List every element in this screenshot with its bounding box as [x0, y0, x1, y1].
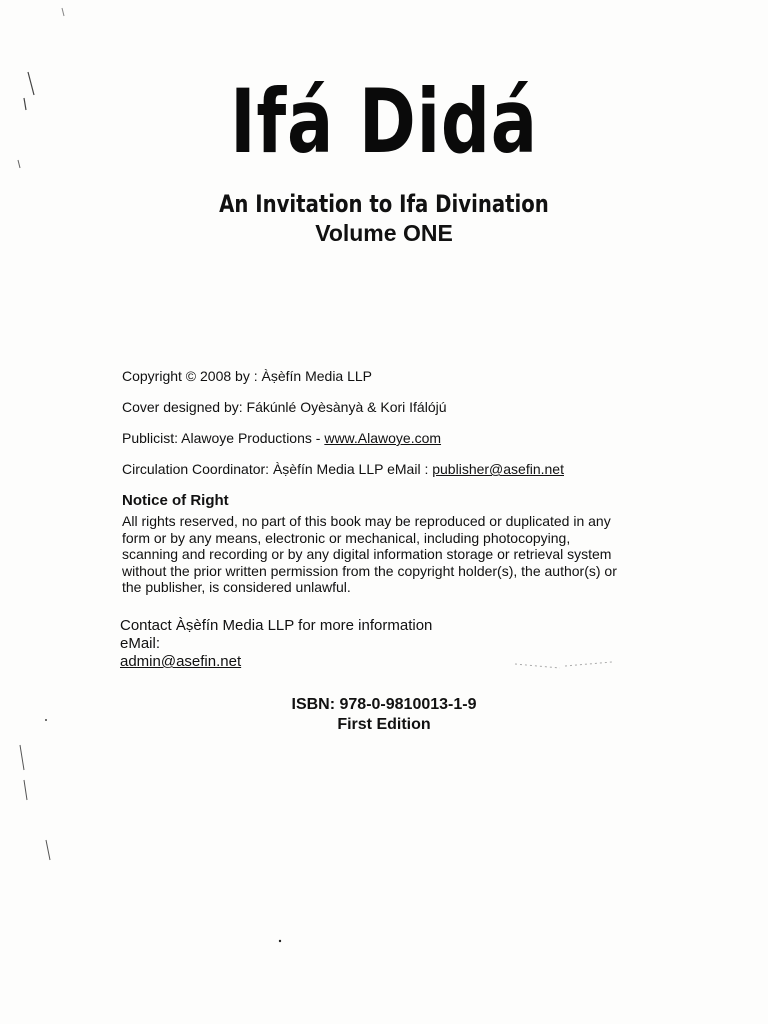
scan-mark: [18, 160, 20, 168]
notice-line: form or by any means, electronic or mechanical, including photocopying,: [122, 529, 571, 546]
scan-mark: [24, 72, 34, 110]
circulation-line: [122, 461, 564, 477]
copyright-line: Copyright © 2008 by : Àṣèfín Media LLP: [122, 368, 373, 384]
isbn-block: [0, 695, 768, 735]
contact-block: [120, 617, 432, 671]
book-title: Ifá Didá: [230, 70, 538, 173]
circulation-label: Circulation Coordinator: Àṣèfín Media LLP eMail :: [122, 461, 433, 477]
edition-label: First Edition: [337, 716, 431, 733]
publicist-website-link[interactable]: www.Alawoye.com: [324, 430, 442, 446]
volume-label: Volume ONE: [315, 220, 453, 246]
notice-line: All rights reserved, no part of this book may be reproduced or duplicated in any: [122, 513, 611, 529]
publicist-label: Publicist: Alawoye Productions -: [122, 430, 325, 446]
contact-email-line: [120, 635, 432, 671]
notice-line: the publisher, is considered unlawful.: [122, 579, 351, 595]
scan-mark: [62, 8, 64, 16]
cover-credit-line: Cover designed by: Fákúnlé Oyèsànyà & Kori Ifálójú: [122, 399, 447, 415]
contact-line: Contact Àṣèfín Media LLP for more information: [120, 617, 433, 634]
isbn-number: ISBN: 978-0-9810013-1-9: [291, 696, 477, 713]
notice-heading: Notice of Right: [122, 492, 229, 509]
admin-email-link[interactable]: admin@asefin.net: [120, 653, 242, 670]
book-subtitle: An Invitation to Ifa Divination: [219, 190, 549, 218]
notice-line: scanning and recording or by any digital information storage or retrieval system: [122, 546, 612, 562]
publicist-line: [122, 430, 441, 446]
contact-email-label: eMail:: [120, 635, 161, 652]
notice-text: [122, 513, 642, 596]
scan-mark: [20, 745, 50, 860]
publisher-email-link[interactable]: publisher@asefin.net: [432, 461, 564, 477]
scan-mark: [279, 940, 281, 942]
notice-line: without the prior written permission from the copyright holder(s), the author(s) or: [122, 562, 617, 579]
scan-mark: [515, 662, 612, 668]
